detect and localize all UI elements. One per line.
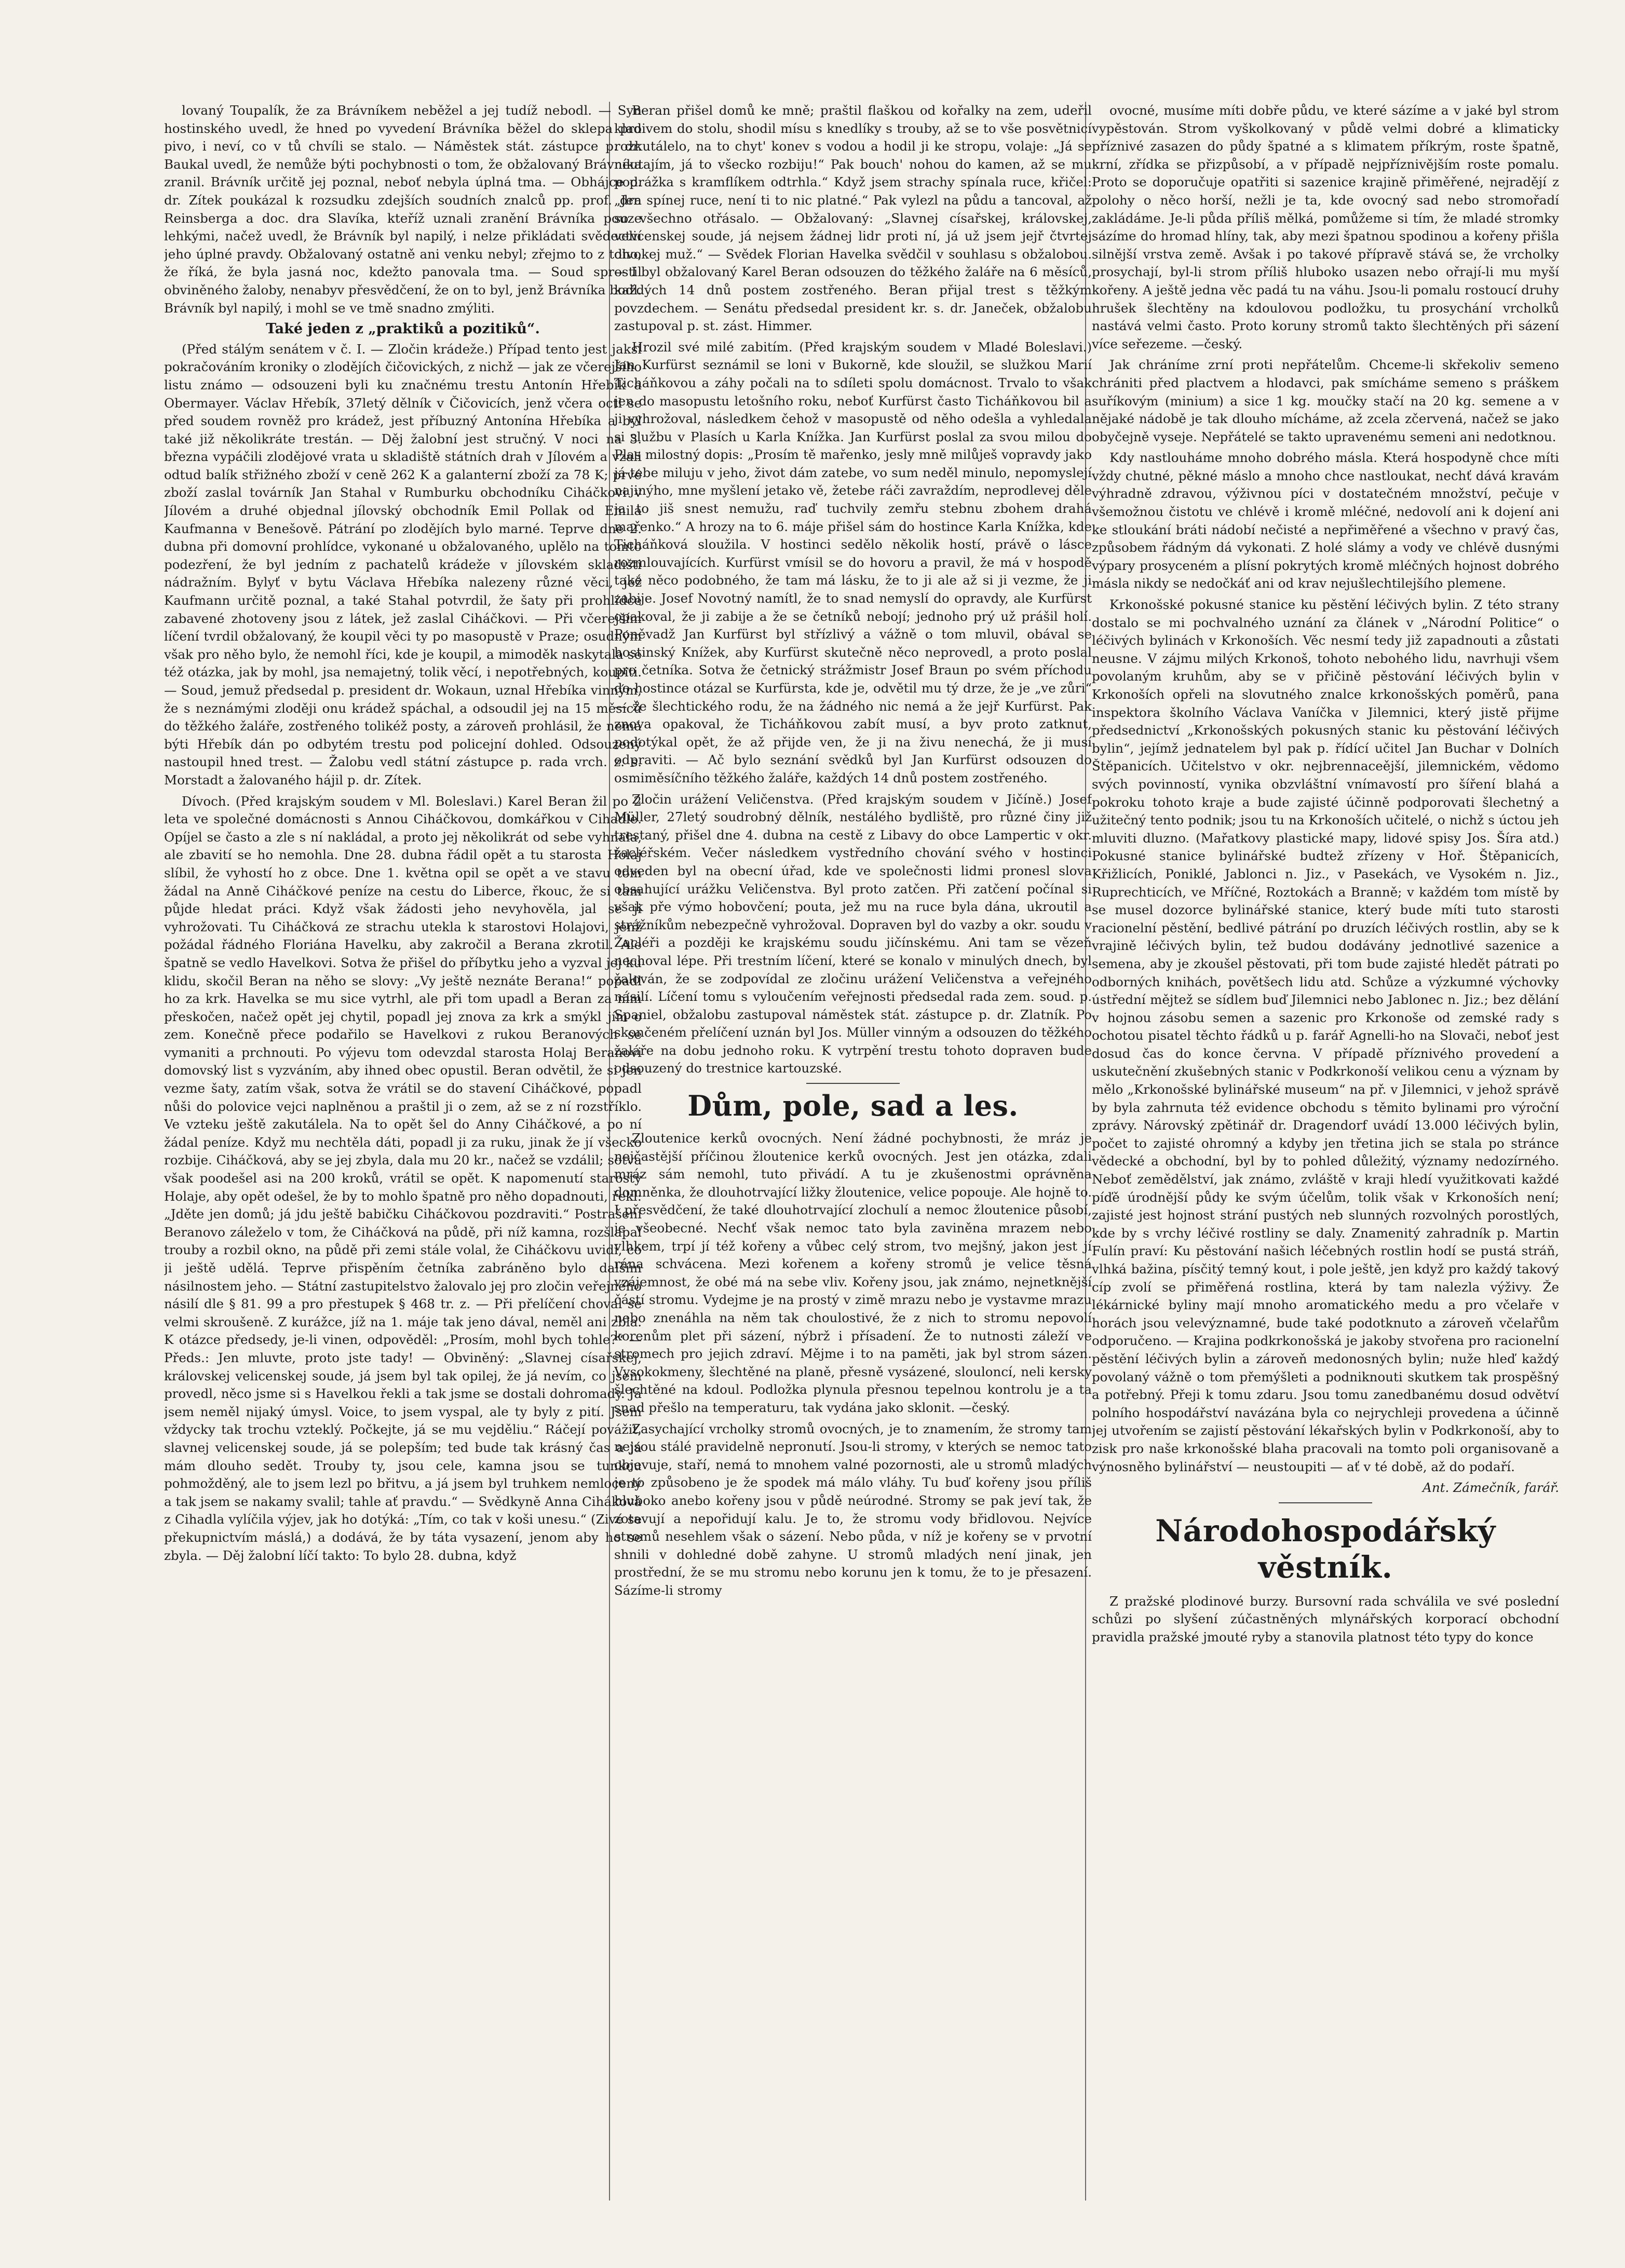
article-paragraph: Dívoch. (Před krajským soudem v Ml. Boleslavi.) Karel Beran žil po 2 leta ve společné domácnosti s Annou Ciháčkovou, domkářkou v Cihadle. Opíjel se často a zle s ní nakládal, a proto jej několikrát od sebe vyhnala, ale zbavití se ho nemohla. Dne 28. dubna řádil opět a tu starosta Holaj slíbil, že vyhostí ho z obce. Dne 1. května opil se opět a ve stavu tom žádal na Anně Ciháčkové peníze na cestu do Liberce, řkouc, že si tam půjde hledat práci. Když však žádosti jeho nevyhověla, jal se ji vyhrožovati. Tu Ciháčková ze strachu utekla k starostovi Holajovi, jenž požádal řádného Floriána Havelku, aby zakročil a Berana zkrotil. Ale špatně se vedlo Havelkovi. Sotva že přišel do příbytku jeho a vyzval jej ku klidu, skočil Beran na něho se slovy: „Vy ještě neznáte Berana!“ popadl ho za krk. Havelka se mu sice vytrhl, ale při tom upadl a Beran za ním přeskočen, načež opět jej chytil, popadl jej znova za krk a smýkl jím o zem. Konečně přece podařilo se Havelkovi z rukou Beranových se vymaniti a prchnouti. Po výjevu tom odevzdal starosta Holaj Beranovi domovský list s vyzváním, aby ihned obec opustil. Beran odvětil, že si jen vezme šaty, zatím však, sotva že vrátil se do stavení Ciháčkové, popadl nůši do polovice vejci naplněnou a praštil ji o zem, až se z ní rozstříklo. Ve vzteku ještě zakutálela. Na to opět šel do Anny Ciháčkové, a po ní žádal peníze. Když mu nechtěla dáti, popadl ji za ruku, jinak že jí všecko rozbije. Ciháčková, aby se jej zbyla, dala mu 20 kr., načež se vzdálil; sotva však poodešel asi na 200 kroků, vrátil se opět. K napomenutí starosty Holaje, aby opět odešel, že by to mohlo špatně pro něho dopadnouti, řekl: „Jděte jen domů; já jdu ještě babičku Ciháčkovou pozdraviti.“ Postrašení Beranovo záleželo v tom, že Ciháčková na půdě, při níž kamna, rozšlapal trouby a rozbil okno, na půdě při zemi stále volal, že Ciháčkovu uvidí, co ji ještě udělá. Teprve přispěním četníka zabráněno bylo dalším násilnostem jeho. — Státní zastupitelstvo žalovalo jej pro zločin veřejného násilí dle § 81. 99 a pro přestupek § 468 tr. z. — Při přelíčení choval se velmi skroušeně. Z kurážce, jíž na 1. máje tak jeno dával, neměl ani zbla. K otázce předsedy, je-li vinen, odpověděl: „Prosím, mohl bych tohle?“ — Předs.: Jen mluvte, proto jste tady! — Obviněný: „Slavnej císařskej, královskej velicenskej soude, já jsem byl tak opilej, že já nevím, co jsem provedl, něco jsme si s Havelkou řekli a tak jsme se dostali dohromady. Já jsem neměl nijaký úmysl. Voice, to jsem vyspal, ale ty byly z pití. Jsem vždycky tak trochu vzteklý. Počkejte, já se mu vejděliu.“ Ráčejí povážit, slavnej velicenskej soude, já se polepším; ted bude tak krásný čas a já mám dlouho sedět. Trouby ty, jsou cele, kamna jsou se tunkou pohmožděný, ale to jsem lezl po břitvu, a já jsem byl truhkem nemlocený a tak jsem se nakamy svalil; tahle ať pravdu.“ — Svědkyně Anna Ciháková z Cihadla vylíčila výjev, jak ho dotýká: „Tím, co tak v koši unesu.“ (Zivé se překupnictvím máslá,) a dodává, že by táta vysazení, jenom aby ho se zbyla. — Děj žalobní líčí takto: To bylo 28. dubna, když [164,793,642,1563]
article-paragraph: Krkonošské pokusné stanice ku pěstění léčivých bylin. Z této strany dostalo se mi pochvalného uznání za článek v „Národní Politice“ o léčivých bylinách v Krkonoších. Věc nesmí tedy již zapadnouti a zůstati neusne. V zájmu milých Krkonoš, tohoto nebohého lidu, navrhuji všem povolaným kruhům, aby se v přičině pěstování léčivých bylin v Krkonoších opřeli na slovutného znalce krkonošských poměrů, pana inspektora školního Václava Vaníčka v Jilemnici, který jistě přijme předsednictví „Krkonošských pokusných stanic ku pěstování léčivých bylin“, jejímž jednatelem byl pak p. řídící učitel Jan Buchar v Dolních Štěpanicích. Učitelstvo v okr. nejbrennaceější, jilemnickém, vědomo svých povinností, vynika obzvláštní vnímavostí pro šíření blahá a pokroku tohoto kraje a bude zajisté účinně podporovati šlechetný a užitečný tento podnik; jsou tu na Krkonoších učitelé, o nichž s úctou jeh mluviti dluzno. (Mařatkovy plastické mapy, lidové spisy Jos. Šíra atd.) Pokusné stanice bylinářské budtež zřízeny v Hoř. Štěpanicích, Křižlicích, Poniklé, Jablonci n. Jiz., v Pasekách, ve Vysokém n. Jiz., Ruprechticích, ve Mříčné, Roztokách a Branně; v každém tom místě by se musel dozorce bylinářské stanice, který bude míti tuto starosti racionelní pěstění, bedlivé pátrání po druzích léčivých rostlin, aby se k vrajině léčivých bylin, tež budou dodávány jednotlivé sazenice a semena, aby je zkoušel pěstovati, při tom bude zajisté hledět pátrati po odborných knihách, povětšech lidu atd. Schůze a výzkumné výchovky ústřední mějtež se sídlem buď Jilemnici nebo Jablonec n. Jiz.; bez dělání v hojnou zásobu semen a sazenic pro Krkonoše od zemské rady s ochotou pisatel těchto řádků u p. farář Agnelli-ho na Slovači, neboť jest dosud čas do konce června. V případě příznivého provedení a uskutečnění zkušebných stanic v Podkrkonoší velikou cenu a význam by mělo „Krkonošské bylinářské museum“ na př. v Jilemnici, v jehož správě by byla zahrnuta též evidence obchodu s těmito bylinami pro výroční zprávy. Nárovský zpětinář dr. Dragendorf uvádí 13.000 léčivých bylin, počet to zajisté ohromný a kdyby jen třetina jich se stala po stránce vědecké a obchodní, byl by to pohled důležitý, významy nedozírného. Neboť zemědělství, jak známo, zvláště v kraji hledí využitkovati každé píďě úrodnější půdy ke svým účelům, tolik však v Krkonoších není; zajisté jest hojnost strání pustých neb slunných rozvolných porostlých, kde by s vrchy léčivé rostliny se daly. Znamenitý zahradník p. Martin Fulín praví: Ku pěstování našich léčebných rostlin hodí se pustá stráň, vlhká bažina, písčitý temný kout, i pole ještě, jen když pro každý takový cíp zvolí se přiměřená rostlina, která by tam nalezla výživy. Že lékárnické byliny mají mnoho aromatického medu a pro včelaře v horách jsou velevýznamné, bude také podotknuto a zároveň včelařům odporučeno. — Krajina podkrkonošská je jakoby stvořena pro racionelní pěstění léčivých bylin a zároveň medonosných bylin; nuže hleď každý povolaný vážně o tom přemýšleti a podniknouti skutkem tak prospěšný a potřebný. Přeji k tomu zdaru. Jsou tomu zanedbanému dosud odvětví polního hospodářství navázána byla co nejrychleji provedena a účinně jej utvořením se zajistí pěstování lékařských bylin v Podkrkonoší, aby to zisk pro naše krkonošské blaha pracovali na tomto poli organisovaně a výnosněho bylinářství — neustoupiti — ať v té době, až do podaří. [1092,597,1559,1474]
article-paragraph: Zloutenice kerků ovocných. Není žádné pochybnosti, že mráz je nejčastější příčinou žloutenice kerků ovocných. Jest jen otázka, zdali mráz sám nemohl, tuto přivádí. A tu je zkušenostmi oprávněna domněnka, že dlouhotrvající ližky žloutenice, velice popouje. Ale hojně to. I přesvědčení, že také dlouhotrvající zlochulí a nemoc žloutenice působí, je všeobecné. Nechť však nemoc tato byla zaviněna mrazem nebo vlhkem, trpí jí též kořeny a vůbec celý strom, tvo mejšný, jakon jest jí rána schvácena. Mezi kořenem a kořeny stromů je velice těsná vzájemnost, že obé má na sebe vliv. Kořeny jsou, jak známo, nejnetknější částí stromu. Vydejme je na prostý v zimě mrazu nebo je vystavme mrazu nebo znenáhla na něm tak choulostivé, že z nich to stromu nepovolí korenům plet při sázení, nýbrž i přísadení. Že to nutnosti záleží ve stromech pro jejich zdraví. Mějme i to na paměti, jak byl strom sázen. Vysokokmeny, šlechtěné na planě, přesně vysázené, slouloncí, neli kersky šlechtěné na kdoul. Podložka plynula přesnou tepelnou kontrolu je a ta snad přešlo na temperaturu, tak vydána jako sklonit. —český. [614,1131,1092,1415]
article-paragraph: Zločin urážení Veličenstva. (Před krajským soudem v Jičíně.) Josef Müller, 27letý soudrobný dělník, nestálého bydliště, pro různé činy již trestaný, přišel dne 4. dubna na cestě z Libavy do obce Lampertic v okr. žacléřském. Večer následkem vystředního chování svého v hostinci odveden byl na obecní úřad, kde ve společnosti lidmi pronesl slova obsahující urážku Veličenstva. Byl proto zatčen. Při zatčení počínal si však pře výmo hobovčení; pouta, jež mu na ruce byla dána, ukroutil a strážníkům nebezpečně vyhrožoval. Dopraven byl do vazby a okr. soudu v Žacléři a později ke krajskému soudu jičínskému. Ani tam se vězeň nechoval lépe. Při trestním líčení, které se konalo v minulých dnech, byl žalován, že se zodpovídal ze zločinu urážení Veličenstva a veřejného násilí. Líčení tomu s vyloučením veřejnosti předsedal rada zem. soud. p. Spaniel, obžalobu zastupoval náměstek stát. zástupce p. dr. Zlatník. Po skončeném přelíčení uznán byl Jos. Müller vinným a odsouzen do těžkého žaláře na dobu jednoho roku. K vytrpění trestu tohoto dopraven bude odsouzený do trestnice kartouzské. [614,791,1092,1076]
article-paragraph: lovaný Toupalík, že za Brávníkem neběžel a jej tudíž nebodl. — Syn hostinského uvedl, že hned po vyvedení Brávníka běžel do sklepa pro pivo, i neví, co v tů chvíli se stalo. — Náměstek stát. zástupce p. dr. Baukal uvedl, že nemůže býti pochybnosti o tom, že obžalovaný Brávníka zranil. Brávník určitě jej poznal, neboť nebyla úplná tma. — Obhájce p. dr. Zítek poukázal k rozsudku zdejších soudních znalců pp. prof. dra Reinsberga a doc. dra Slavíka, kteříž uznali zranění Brávníka pouze lehkými, načež uvedl, že Brávník byl napilý, i nelze přikládati svědectví jeho úplné pravdy. Obžalovaný ostatně ani venku nebyl; zřejmo to z toho, že říká, že byla jasná noc, kdežto panovala tma. — Soud sprostil obviněného žaloby, nenabyv přesvědčení, že on to byl, jenž Brávníka bodl. Brávník byl napilý, i mohl se ve tmě snadno zmýliti. [164,103,642,316]
author-signature: Ant. Zámečník, farář. [1423,1480,1559,1496]
column-right [1092,102,1559,2201]
column-left [164,102,642,2201]
section-rubric: Dům, pole, sad a les. [687,1089,1019,1123]
article-paragraph: (Před stálým senátem v č. I. — Zločin krádeže.) Případ tento jest jaksi pokračováním kroniky o zlodějích čičovických, z nichž — jak ze včerejšího listu známo — odsouzeni byli ku značnému trestu Antonín Hřebík a Obermayer. Václav Hřebík, 37letý dělník v Čičovicích, jenž včera octl se před soudem rovněž pro krádež, jest příbuzný Antonína Hřebíka a byl také již několikráte trestán. — Děj žalobní jest stručný. V noci na 3. března vypáčili zlodějové vrata u skladiště státních drah v Jílovém a vzali odtud balík střižného zboží v ceně 262 K a galanterní zboží za 78 K; prvé zboží zaslal továrník Jan Stahal v Rumburku obchodníku Ciháčkovi v Jílovém a druhé objednal jílovský obchodník Emil Pollak od Emila Kaufmanna v Benešově. Pátrání po zlodějích bylo marné. Teprve dne 2. dubna při domovní prohlídce, vykonané u obžalovaného, uplělo na tomto podezření, že byl jedním z pachatelů krádeže v jílovském skladišti nádražním. Bylyť v bytu Václava Hřebíka nalezeny různé věci, jež Kaufmann určitě poznal, a také Stahal potvrdil, že šaty při prohlídce zabavené zhotoveny jsou z látek, jež zaslal Ciháčkovi. — Při včerejším líčení tvrdil obžalovaný, že koupil věci ty po masopustě v Praze; osudným však pro něho bylo, že nemohl říci, kde je koupil, a mimoděk naskytala se též otázka, jak by mohl, jsa nemajetný, tolik věcí, i nepotřebných, koupiti. — Soud, jemuž předsedal p. president dr. Wokaun, uznal Hřebíka vinným, že s neznámými zloději onu krádež spáchal, a odsoudil jej na 15 měsíců do těžkého žaláře, zostřeného tolikéž posty, a zároveň prohlásil, že nemá býti Hřebík dán po odbytém trestu pod policejní dohled. Odsouzený nastoupil hned trest. — Žalobu vedl státní zástupce p. rada vrch. z. s. Morstadt a žalovaného hájil p. dr. Zítek. [164,341,642,787]
article-paragraph: Zasychající vrcholky stromů ovocných, je to znamením, že stromy tam nejsou stálé pravidelně nepronutí. Jsou-li stromy, v kterých se nemoc tato objevuje, staří, nemá to mnohem valné pozornosti, ale u stromů mladých je to způsobeno je že spodek má málo vláhy. Tu buď kořeny jsou příliš hluboko anebo kořeny jsou v půdě neúrodné. Stromy se pak jeví tak, že zotavují a nepořidují kalu. Je to, že stromu vody břidlovou. Nejvíce stromů nesehlem však o sázení. Nebo půda, v níž je kořeny se v prvotní shnili v dohledné době zahyne. U stromů mladých není jinak, jen prostřední, že se mu stromu nebo korunu jen k tomu, že to je přesazení. Sázíme-li stromy [614,1421,1092,1598]
article-paragraph: Jak chráníme zrní proti nepřátelům. Chceme-li skřekoliv semeno chrániti před plactvem a hlodavci, pak smícháme semeno s práškem suříkovým (minium) a sice 1 kg. moučky stačí na 20 kg. semene a v nějaké nádobě je tak dlouho mícháme, až zcela zčervená, načež se jako obyčejně vyseje. Nepřátelé se takto upravenému semeni ani nedotknou. [1092,357,1559,444]
column-middle [614,102,1092,2201]
section-divider [1279,1502,1372,1503]
article-paragraph: ovocné, musíme míti dobře půdu, ve které sázíme a v jaké byl strom vypěstován. Strom vyškolkovaný v půdě velmi dobré a klimaticky příznivé zasazen do půdy špatné a s klimatem příkrým, roste špatně, krní, zřídka se přizpůsobí, a v případě nejpříznivějším roste pomalu. Proto se doporučuje opatřiti si sazenice krajině přiměřené, nejradějí z polohy o něco horší, nežli je ta, kde ovocný sad nebo stromořadí zakládáme. Je-li půda příliš mělká, pomůžeme si tím, že mladé stromky sázíme do hromad hlíny, tak, aby mezi špatnou spodinou a kořeny přišla silnější vrstva země. Avšak i po takové přípravě stává se, že vrcholky prosychají, byl-li strom příliš hluboko usazen nebo ořrají-li mu myší kořeny. A ještě jedna věc padá tu na váhu. Jsou-li pomalu rostoucí druhy hrušek šlechtěny na kdoulovou podložku, tu prosychání vrcholků nastává velmi často. Proto koruny stromů takto šlechtěných při sázení více seřezeme. —český. [1092,103,1559,351]
section-rubric: Národohospodářský věstník. [1155,1513,1496,1585]
article-paragraph: Kdy nastlouháme mnoho dobrého másla. Která hospodyně chce míti vždy chutné, pěkné máslo a mnoho chce nastloukat, nechť dává kravám výhradně zdravou, výživnou píci v dostatečném množství, pečuje v všemožnou čistotu ve chlévě i kromě mléčné, nedovolí ani k dojení ani ke stloukání bráti nádobí nečisté a nepřiměřené a všechno v pravý čas, způsobem řádným dá vykonati. Z holé slámy a vody ve chlévě dusnými výpary prosyceném a plísní pokrytých kromě mléčných hojnost dobrého másla nikdy se nedočkáť ani od krav nejušlechtilejšího plemene. [1092,450,1559,591]
section-divider [806,1083,900,1084]
article-paragraph: Hrozil své milé zabitím. (Před krajským soudem v Mladé Boleslavi.) Jan Kurfürst seznámil se loni v Bukorně, kde sloužil, se služkou Marií Ticháňkovou a záhy počali na to sdíleti spolu domácnost. Trvalo to však jen do masopustu letošního roku, neboť Kurfürst často Ticháňkovou bil a ji vyhrožoval, následkem čehož v masopustě od něho odešla a vyhledala si službu v Plasích u Karla Knížka. Jan Kurfürst poslal za svou milou do Plas milostný dopis: „Prosím tě mařenko, jesly mně milůješ vopravdy jako já tebe miluju v jeho, život dám zatebe, vo sum neděl minulo, nepomyslejí najinýho, mne myšlení jetako vě, žetebe ráči zavraždím, neprodlevej děle ja to jiš snest nemužu, raď tuchvily zemřu stebnu zbohem drahá mařenko.“ A hrozy na to 6. máje přišel sám do hostince Karla Knížka, kde Ticháňková sloužila. V hostinci sedělo několik hostí, právě o lásce rozmlouvajících. Kurfürst vmísil se do hovoru a pravil, že má v hospodě také něco podobného, že tam má lásku, že to ji ale až si ji vezme, že ji zabije. Josef Novotný namítl, že to snad nemyslí do opravdy, ale Kurfürst opakoval, že ji zabije a že se četníků nebojí; jednoho prý už prášil holí. Poněvadž Jan Kurfürst byl střízlivý a vážně o tom mluvil, obával se hostinský Knížek, aby Kurfürst skutečně něco neprovedl, a proto poslal pro četníka. Sotva že četnický strážmistr Josef Braun po svém příchodu do hostince otázal se Kurfürsta, kde je, odvětil mu tý drze, že je „ve zůri“ — že šlechtického rodu, že na žádného nic nemá a že jejř Kurfürst. Pak znova opakoval, že Ticháňkovou zabít musí, a byv proto zatknut, podotýkal opět, že až přijde ven, že ji na živu nenechá, že ji musí odpraviti. — Ač bylo seznání svědků byl Jan Kurfürst odsouzen do osmiměsíčního těžkého žaláře, každých 14 dnů postem zostřeného. [614,339,1092,785]
article-heading: Také jeden z „praktiků a pozitiků“. [266,321,540,337]
article-paragraph: Beran přišel domů ke mně; praštil flaškou od kořalky na zem, udeřil kladivem do stolu, shodil mísu s knedlíky s trouby, až se to vše posvětnicí rozkutálelo, na to chyt' konev s vodou a hodil ji ke stropu, volaje: „Já se neutajím, já to všecko rozbiju!“ Pak bouch' nohou do kamen, až se mu podrážka s kramflíkem odtrhla.“ Když jsem strachy spínala ruce, křičel: „Jen spínej ruce, není ti to nic platné.“ Pak vylezl na půdu a tancoval, až so všechno otřásalo. — Obžalovaný: „Slavnej císařskej, královskej, velicenskej soude, já nejsem žádnej lidr proti ní, já už jsem jejř čtvrtej divokej muž.“ — Svědek Florian Havelka svědčil v souhlasu s obžalobou. — I byl obžalovaný Karel Beran odsouzen do těžkého žaláře na 6 měsíců, každých 14 dnů postem zostřeného. Beran přijal trest s těžkým povzdechem. — Senátu předsedal president kr. s. dr. Janeček, obžalobu zastupoval p. st. zást. Himmer. [614,103,1092,334]
article-paragraph: Z pražské plodinové burzy. Bursovní rada schválila ve své poslední schůzi po slyšení zúčastněných mlynářských korporací obchodní pravidla pražské jmouté ryby a stanovila platnost této typy do konce [1092,1593,1559,1645]
